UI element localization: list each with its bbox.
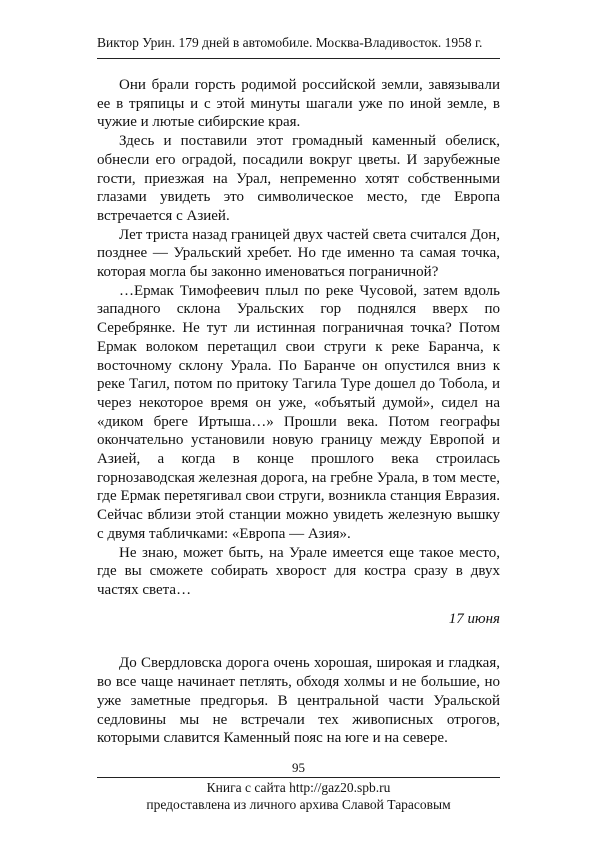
page-number: 95	[292, 760, 305, 775]
paragraph: Лет триста назад границей двух частей света считался Дон, позднее — Уральский хребет. Но где именно та самая точка, которая могла бы законно именоваться пограничной?	[97, 226, 500, 281]
paragraph: Они брали горсть родимой российской земли, завязывали ее в тряпицы и с этой минуты шагали уже по иной земле, в чужие и лютые сибирские края.	[97, 77, 500, 131]
paragraph: Здесь и поставили этот громадный каменный обелиск, обнесли его оградой, посадили вокруг цветы. И зарубежные гости, приезжая на Урал, непременно хотят собственными глазами увидеть это символическое место, где Европа встречается с Азией.	[97, 133, 500, 224]
paragraph: До Свердловска дорога очень хорошая, широкая и гладкая, во все чаще начинает петлять, обходя холмы и не большие, но уже заметные предгорья. В центральной части Уральской седловины мы не встречали тех живописных отрогов, которыми славится Каменный пояс на юге и на севере.	[97, 655, 500, 747]
running-header: Виктор Урин. 179 дней в автомобиле. Москва-Владивосток. 1958 г.	[97, 35, 483, 50]
footer-divider	[97, 777, 500, 778]
footer-credit-line: предоставлена из личного архива Славой Тарасовым	[146, 797, 451, 812]
header-divider	[97, 58, 500, 59]
footer-source-line: Книга с сайта http://gaz20.spb.ru	[206, 780, 391, 795]
paragraph: Не знаю, может быть, на Урале имеется еще такое место, где вы сможете собирать хворост для костра сразу в двух частях света…	[97, 544, 500, 598]
diary-date: 17 июня	[448, 610, 500, 627]
page-body	[97, 76, 500, 748]
footer-credit	[97, 779, 500, 813]
paragraph: …Ермак Тимофеевич плыл по реке Чусовой, затем вдоль западного склона Уральских гор поднялся вверх по Серебрянке. Не тут ли истинная пограничная точка? Потом Ермак волоком перетащил свои струги к реке Баранча, к восточному склону Урала. По Баранче он опустился вниз к реке Тагил, потом по притоку Тагила Туре дошел до Тобола, и через некоторое время он уже, «объятый думой», сидел на «диком бреге Иртыша…» Прошли века. Потом географы окончательно установили новую границу между Европой и Азией, а когда в конце прошлого века строилась горнозаводская железная дорога, на гребне Урала, в том месте, где Ермак перетягивал свои струги, возникла станция Евразия. Сейчас вблизи этой станции можно увидеть железную вышку с двумя табличками: «Европа — Азия».	[97, 282, 500, 542]
